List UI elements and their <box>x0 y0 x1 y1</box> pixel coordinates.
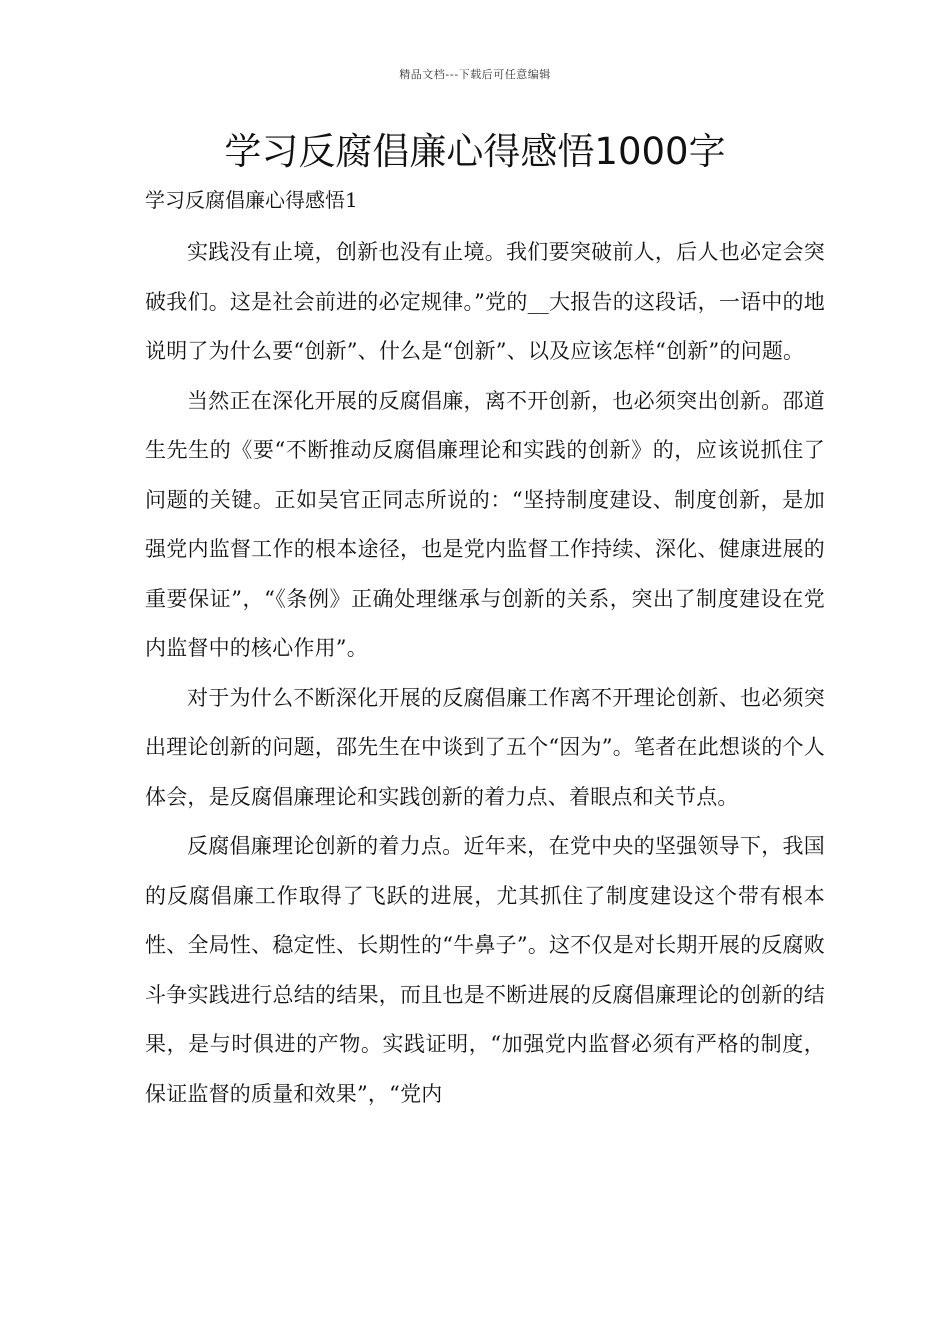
paragraph-3: 对于为什么不断深化开展的反腐倡廉工作离不开理论创新、也必须突出理论创新的问题，邵先生在中谈到了五个“因为”。笔者在此想谈的个人体会，是反腐倡廉理论和实践创新的着力点、着眼点和关节点。 <box>145 685 825 809</box>
paragraph-1: 实践没有止境，创新也没有止境。我们要突破前人，后人也必定会突破我们。这是社会前进的必定规律。”党的__大报告的这段话，一语中的地说明了为什么要“创新”、什么是“创新”、以及应该怎样“创新”的问题。 <box>145 240 825 363</box>
section-heading: 学习反腐倡廉心得感悟1 <box>145 188 358 212</box>
document-body <box>145 228 825 1119</box>
paragraph-4: 反腐倡廉理论创新的着力点。近年来，在党中央的坚强领导下，我国的反腐倡廉工作取得了飞跃的进展，尤其抓住了制度建设这个带有根本性、全局性、稳定性、长期性的“牛鼻子”。这不仅是对长期开展的反腐败斗争实践进行总结的结果，而且也是不断进展的反腐倡廉理论的创新的结果，是与时俱进的产物。实践证明，“加强党内监督必须有严格的制度，保证监督的质量和效果”，“党内 <box>145 834 825 1106</box>
page-header-note: 精品文档---下载后可任意编辑 <box>399 68 551 81</box>
document-title: 学习反腐倡廉心得感悟1000字 <box>224 130 726 173</box>
paragraph-2: 当然正在深化开展的反腐倡廉，离不开创新，也必须突出创新。邵道生先生的《要“不断推动反腐倡廉理论和实践的创新》的，应该说抓住了问题的关键。正如吴官正同志所说的：“坚持制度建设、制度创新，是加强党内监督工作的根本途径，也是党内监督工作持续、深化、健康进展的重要保证”，“《条例》正确处理继承与创新的关系，突出了制度建设在党内监督中的核心作用”。 <box>145 388 825 660</box>
